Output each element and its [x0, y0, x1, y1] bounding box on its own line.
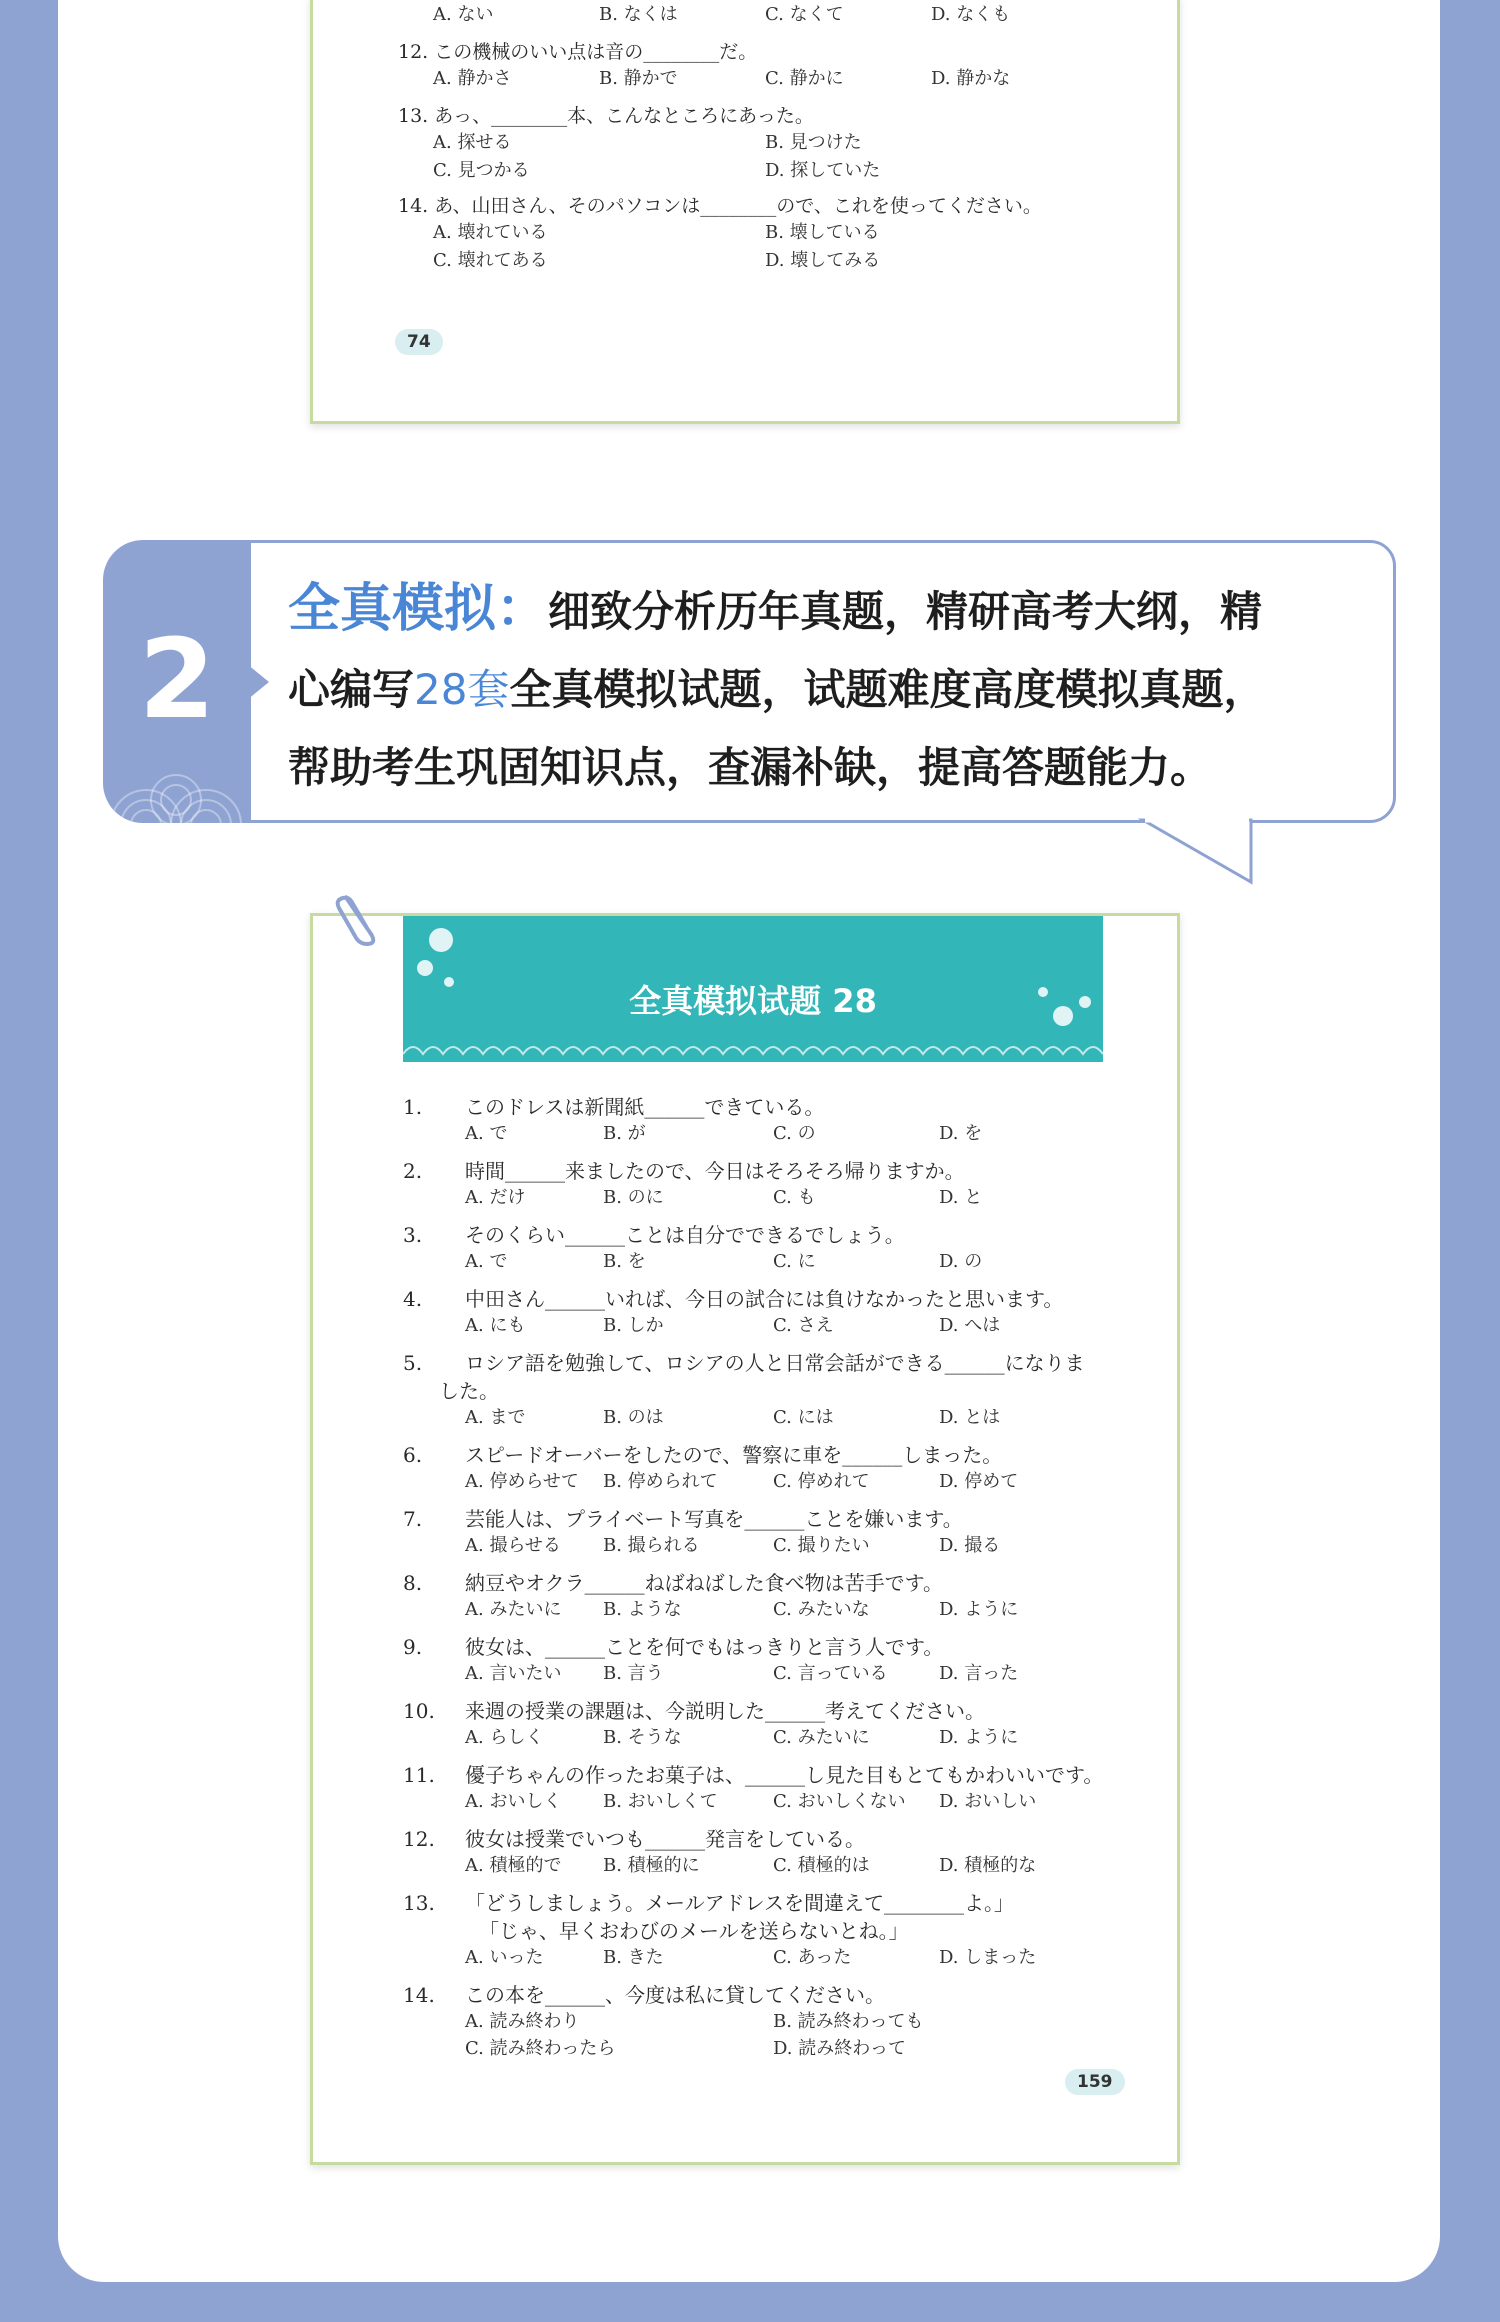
option-b: B. きた [603, 1947, 664, 1968]
question-stem: 「どうしましょう。メールアドレスを間違えて________よ。」 [465, 1891, 1014, 1915]
option-b: B. を [603, 1251, 646, 1272]
question-number: 11. [403, 1763, 435, 1787]
option-b: B. おいしくて [603, 1791, 718, 1812]
question-number: 5. [403, 1351, 423, 1375]
option-b: B. のに [603, 1187, 664, 1208]
test-title: 全真模拟试题 28 [629, 982, 877, 1020]
title-band [403, 916, 1103, 1062]
speech-tail-icon [1133, 818, 1273, 888]
option-d: D. とは [939, 1407, 1001, 1428]
question-stem: 14. あ、山田さん、そのパソコンは________ので、これを使ってください。 [398, 195, 1042, 217]
option-d: D. 言った [939, 1663, 1019, 1684]
option-d: D. の [939, 1251, 983, 1272]
question-number: 12. [403, 1827, 435, 1851]
question-stem: 時間______来ましたので、今日はそろそろ帰りますか。 [465, 1159, 965, 1183]
option-c: C. 壊れてある [433, 250, 548, 271]
option-a: A. にも [465, 1315, 526, 1336]
number-tab [103, 540, 251, 823]
wave-pattern-icon [111, 740, 251, 823]
option-a: A. で [465, 1251, 508, 1272]
option-a: A. おいしく [465, 1791, 562, 1812]
option-b: B. 読み終わっても [773, 2011, 924, 2032]
option-d: D. 積極的な [939, 1855, 1037, 1876]
question-number: 9. [403, 1635, 423, 1659]
option-c: C. 読み終わったら [465, 2038, 616, 2059]
option-b: B. 積極的に [603, 1855, 700, 1876]
question-stem: 納豆やオクラ______ねばねばした食べ物は苦手です。 [465, 1571, 943, 1595]
option-a: A. 静かさ [433, 68, 512, 89]
option-c: C. の [773, 1123, 816, 1144]
question-number: 6. [403, 1443, 423, 1467]
option-d: D. 探していた [765, 160, 881, 181]
question-stem: そのくらい______ことは自分でできるでしょう。 [465, 1223, 905, 1247]
option-a: A. だけ [465, 1187, 526, 1208]
option-b: B. ような [603, 1599, 682, 1620]
option-b: B. なくは [599, 4, 678, 25]
banner-title: 全真模拟： [288, 579, 549, 639]
arrow-notch-icon [247, 664, 271, 700]
option-a: A. 撮らせる [465, 1535, 561, 1556]
question-number: 3. [403, 1223, 423, 1247]
option-b: B. のは [603, 1407, 664, 1428]
option-b: B. 静かで [599, 68, 678, 89]
option-a: A. まで [465, 1407, 526, 1428]
question-number: 14. [403, 1983, 435, 2007]
paperclip-icon [335, 890, 385, 946]
page-number: 159 [1065, 2069, 1125, 2095]
question-stem: 優子ちゃんの作ったお菓子は、______し見た目もとてもかわいいです。 [465, 1763, 1104, 1787]
option-d: D. 静かな [931, 68, 1011, 89]
option-a: A. 読み終わり [465, 2011, 580, 2032]
option-d: D. 停めて [939, 1471, 1019, 1492]
option-d: D. と [939, 1187, 983, 1208]
option-c: C. あった [773, 1947, 852, 1968]
option-c: C. みたいな [773, 1599, 870, 1620]
banner-line2-pre: 心编写 [288, 665, 415, 714]
question-stem: スピードオーバーをしたので、警察に車を______しまった。 [465, 1443, 1003, 1467]
option-c: C. 停めれて [773, 1471, 870, 1492]
option-a: A. 言いたい [465, 1663, 562, 1684]
option-a: A. 積極的で [465, 1855, 562, 1876]
question-number: 1. [403, 1095, 423, 1119]
option-c: C. みたいに [773, 1727, 870, 1748]
question-stem: 中田さん______いれば、今日の試合には負けなかったと思います。 [465, 1287, 1064, 1311]
question-number: 10. [403, 1699, 435, 1723]
option-c: C. に [773, 1251, 816, 1272]
question-stem: この本を______、今度は私に貸してください。 [465, 1983, 885, 2007]
section-number: 2 [138, 615, 216, 743]
option-c: C. 言っている [773, 1663, 888, 1684]
question-stem: 芸能人は、プライベート写真を______ことを嫌います。 [465, 1507, 963, 1531]
option-c: C. 見つかる [433, 160, 530, 181]
banner-line1: 细致分析历年真题，精研高考大纲，精 [548, 587, 1263, 636]
option-d: D. 壊してみる [765, 250, 881, 271]
question-stem: 彼女は、______ことを何でもはっきりと言う人です。 [465, 1635, 944, 1659]
option-c: C. さえ [773, 1315, 834, 1336]
option-a: A. いった [465, 1947, 544, 1968]
option-a: A. で [465, 1123, 508, 1144]
question-stem-continued: 「じゃ、早くおわびのメールを送らないとね。」 [479, 1919, 909, 1943]
option-a: A. らしく [465, 1727, 544, 1748]
page-number: 74 [395, 329, 443, 355]
option-a: A. ない [433, 4, 494, 25]
option-d: D. 撮る [939, 1535, 1001, 1556]
book-page-top [310, 0, 1180, 424]
option-b: B. しか [603, 1315, 664, 1336]
option-d: D. を [939, 1123, 983, 1144]
option-c: C. 静かに [765, 68, 844, 89]
question-stem: 13. あっ、________本、こんなところにあった。 [398, 105, 814, 127]
option-a: A. 探せる [433, 132, 512, 153]
banner-description [288, 570, 1398, 807]
question-stem: 来週の授業の課題は、今説明した______考えてください。 [465, 1699, 985, 1723]
option-c: C. も [773, 1187, 816, 1208]
option-b: B. 壊している [765, 222, 880, 243]
option-c: C. には [773, 1407, 834, 1428]
option-d: D. おいしい [939, 1791, 1037, 1812]
option-c: C. 撮りたい [773, 1535, 870, 1556]
question-stem: 彼女は授業でいつも______発言をしている。 [465, 1827, 865, 1851]
option-b: B. 撮られる [603, 1535, 700, 1556]
option-c: C. おいしくない [773, 1791, 906, 1812]
option-b: B. が [603, 1123, 646, 1144]
option-b: B. 停められて [603, 1471, 718, 1492]
option-b: B. そうな [603, 1727, 682, 1748]
option-d: D. へは [939, 1315, 1001, 1336]
option-a: A. みたいに [465, 1599, 562, 1620]
question-number: 7. [403, 1507, 423, 1531]
question-number: 4. [403, 1287, 423, 1311]
question-number: 2. [403, 1159, 423, 1183]
question-stem: ロシア語を勉強して、ロシアの人と日常会話ができる______になりま [465, 1351, 1085, 1375]
option-a: A. 壊れている [433, 222, 548, 243]
option-c: C. 積極的は [773, 1855, 870, 1876]
banner-highlight: 28套 [414, 665, 510, 714]
option-d: D. しまった [939, 1947, 1037, 1968]
option-d: D. ように [939, 1599, 1019, 1620]
option-b: B. 言う [603, 1663, 664, 1684]
book-page-main [310, 913, 1180, 2165]
question-number: 8. [403, 1571, 423, 1595]
option-d: D. ように [939, 1727, 1019, 1748]
option-d: D. 読み終わって [773, 2038, 907, 2059]
banner-line2-post: 全真模拟试题，试题难度高度模拟真题， [509, 665, 1266, 714]
option-a: A. 停めらせて [465, 1471, 579, 1492]
option-d: D. なくも [931, 4, 1011, 25]
banner-line3: 帮助考生巩固知识点，查漏补缺，提高答题能力。 [288, 743, 1213, 792]
option-b: B. 見つけた [765, 132, 862, 153]
question-number: 13. [403, 1891, 435, 1915]
question-stem: このドレスは新聞紙______できている。 [465, 1095, 825, 1119]
question-stem-continued: した。 [439, 1379, 499, 1403]
question-stem: 12. この機械のいい点は音の________だ。 [398, 41, 758, 63]
option-c: C. なくて [765, 4, 844, 25]
feature-banner [103, 540, 1396, 823]
